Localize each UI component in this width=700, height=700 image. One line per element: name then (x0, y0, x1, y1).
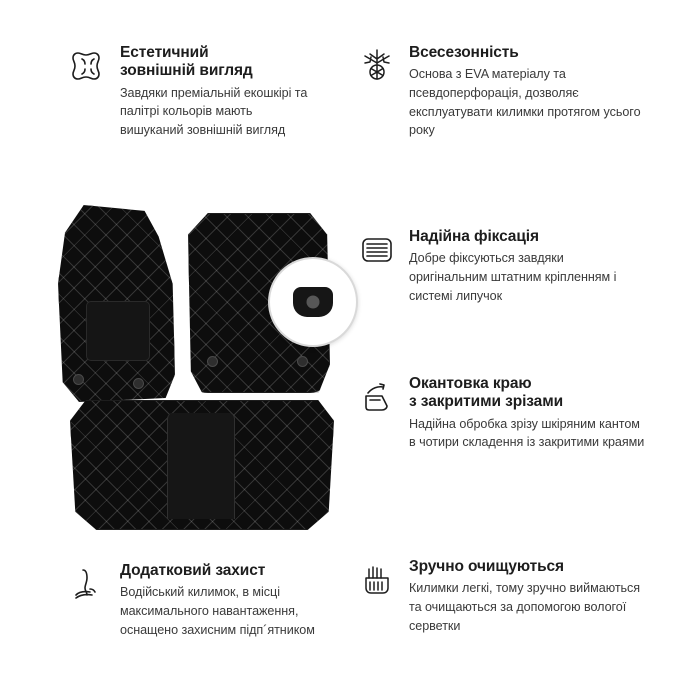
feature-edging (355, 375, 645, 452)
feature-protection (66, 562, 356, 639)
feature-title: Зручно очищуються (409, 558, 564, 575)
feature-title (120, 44, 316, 81)
feature-fixation (355, 228, 645, 305)
rear-mat (70, 400, 334, 530)
feature-title-line1: Естетичний (120, 44, 209, 61)
feature-description: Надійна обробка зрізу шкіряним кантом в чотири складення із закритими краями (409, 416, 645, 450)
feature-title (409, 375, 645, 412)
leather-hide-icon (66, 46, 110, 90)
feature-description: Килимки легкі, тому зручно виймаються та очищаються за допомогою вологої серветки (409, 581, 641, 633)
feature-description: Водійський килимок, в місці максимального навантаження, оснащено захисним підп´ятником (120, 585, 315, 637)
feature-title-line2: зовнішній вигляд (120, 62, 253, 80)
fastening-clip (73, 374, 84, 385)
center-tunnel-section (167, 413, 235, 519)
feature-title: Надійна фіксація (409, 228, 539, 245)
feature-aesthetic (66, 44, 316, 139)
driver-mat (58, 205, 175, 402)
product-image (40, 195, 360, 535)
feature-text (409, 44, 645, 140)
feature-title: Всесезонність (409, 44, 519, 61)
original-fastening-clip (293, 287, 333, 317)
feature-allseason (355, 44, 645, 140)
edge-binding-icon (355, 377, 399, 421)
foot-heel-pad-icon (66, 564, 110, 608)
fastening-clip (297, 356, 308, 367)
feature-text (120, 44, 316, 139)
mat-fixation-icon (355, 230, 399, 274)
feature-description: Добре фіксуються завдяки оригінальним штатним кріпленням і системі липучок (409, 251, 617, 303)
heel-pad (86, 301, 150, 361)
feature-cleaning (355, 558, 645, 635)
feature-text (409, 228, 645, 305)
feature-text (120, 562, 356, 639)
feature-title: Додатковий захист (120, 562, 266, 579)
feature-text (409, 558, 645, 635)
snowflake-sun-icon (355, 46, 399, 90)
feature-text (409, 375, 645, 452)
fastening-clip (133, 378, 144, 389)
feature-title-line1: Окантовка краю (409, 375, 532, 392)
washing-hand-icon (355, 560, 399, 604)
feature-title-line2: з закритими зрізами (409, 393, 564, 411)
fastening-clip (207, 356, 218, 367)
fixation-clip-zoom (268, 257, 358, 347)
feature-description: Основа з EVA матеріалу та псевдоперфорація, дозволяє експлуатувати килимки протягом усього року (409, 67, 641, 138)
feature-description: Завдяки преміальній екошкірі та палітрі кольорів мають вишуканий зовнішній вигляд (120, 85, 308, 137)
